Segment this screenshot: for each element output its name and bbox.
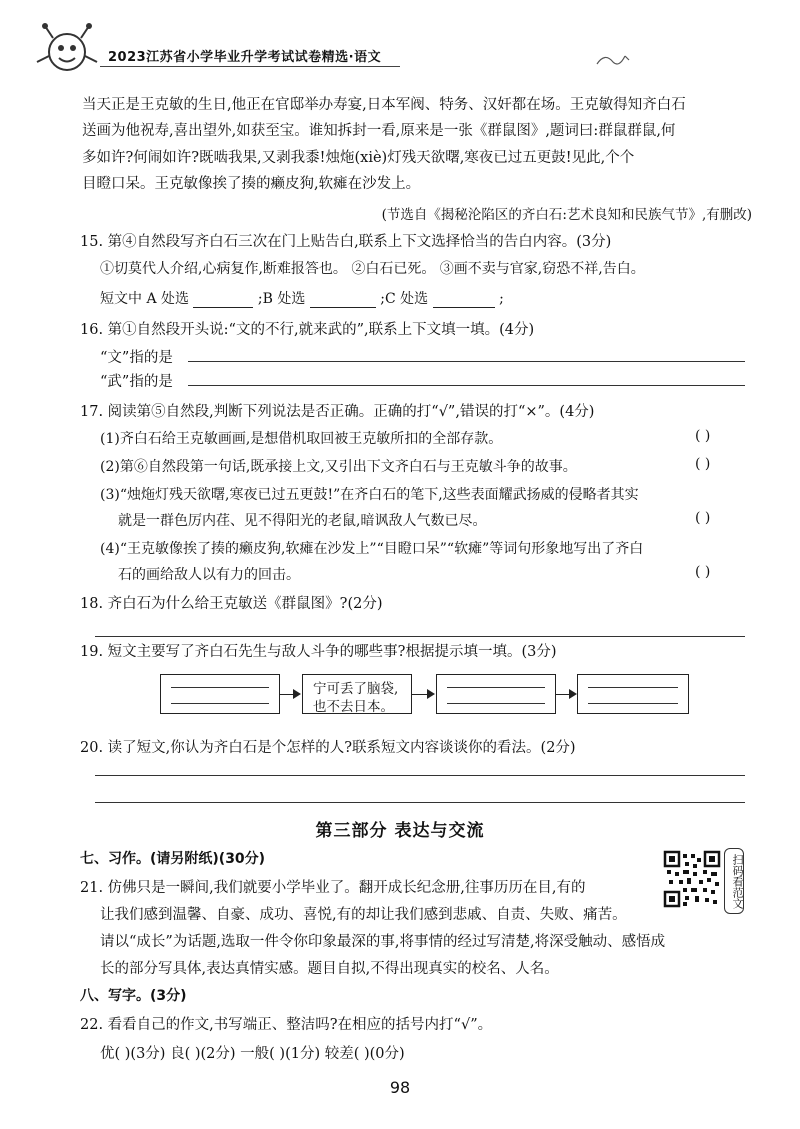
passage-line-1: 当天正是王克敏的生日,他正在官邸举办寿宴,日本军阀、特务、汉奸都在场。王克敏得知齐白石 — [82, 97, 686, 113]
question-17-item-4a: (4)“王克敏像挨了揍的癞皮狗,软瘫在沙发上”“目瞪口呆”“软瘫”等词句形象地写出了齐白 — [100, 541, 644, 557]
question-19: 19. 短文主要写了齐白石先生与敌人斗争的哪些事?根据提示填一填。(3分) — [80, 644, 557, 660]
passage-line-3: 多如许?何闹如许?既啮我果,又剥我黍!烛炧(xiè)灯残天欲曙,寒夜已过五更鼓!见此,个个 — [82, 150, 635, 166]
flow-arrow-2 — [411, 694, 433, 695]
writing-grade-options[interactable]: 优( )(3分) 良( )(2分) 一般( )(1分) 较差( )(0分) — [100, 1046, 405, 1062]
header-underline — [100, 66, 400, 67]
question-16-wen-answer-line[interactable] — [188, 361, 745, 362]
question-21-line-2: 让我们感到温馨、自豪、成功、喜悦,有的却让我们感到悲戚、自责、失败、痛苦。 — [100, 907, 627, 923]
passage-line-2: 送画为他祝寿,喜出望外,如获至宝。谁知拆封一看,原来是一张《群鼠图》,题词曰:群鼠群鼠,何 — [82, 123, 676, 139]
passage-line-4: 目瞪口呆。王克敏像挨了揍的癞皮狗,软瘫在沙发上。 — [82, 176, 421, 192]
question-21-line-4: 长的部分写具体,表达真情实感。题目自拟,不得出现真实的校名、人名。 — [100, 961, 559, 977]
question-17-item-1: (1)齐白石给王克敏画画,是想借机取回被王克敏所扣的全部存款。 — [100, 431, 503, 447]
question-17-paren-2[interactable]: ( ) — [695, 456, 711, 472]
question-20-answer-line-1[interactable] — [95, 775, 745, 776]
question-16-wu-label: “武”指的是 — [100, 374, 173, 390]
question-16-wen-label: “文”指的是 — [100, 350, 173, 366]
question-17-paren-3[interactable]: ( ) — [695, 510, 711, 526]
page-number: 98 — [389, 1078, 411, 1097]
question-17-paren-1[interactable]: ( ) — [695, 428, 711, 444]
flow-box-3-line-2 — [447, 703, 545, 704]
fill-b-label: ;B 处选 — [257, 291, 306, 307]
question-20: 20. 读了短文,你认为齐白石是个怎样的人?联系短文内容谈谈你的看法。(2分) — [80, 740, 576, 756]
flow-box-4[interactable] — [577, 674, 689, 714]
fill-c-blank[interactable] — [433, 293, 495, 308]
flow-box-2 — [302, 674, 412, 714]
fill-c-label: ;C 处选 — [380, 291, 429, 307]
flow-box-3-line-1 — [447, 687, 545, 688]
question-15: 15. 第④自然段写齐白石三次在门上贴告白,联系上下文选择恰当的告白内容。(3分) — [80, 234, 612, 250]
question-21-line-1: 21. 仿佛只是一瞬间,我们就要小学毕业了。翻开成长纪念册,往事历历在目,有的 — [80, 880, 586, 896]
fill-b-blank[interactable] — [310, 293, 376, 308]
question-17: 17. 阅读第⑤自然段,判断下列说法是否正确。正确的打“√”,错误的打“×”。(4分) — [80, 404, 595, 420]
question-20-answer-line-2[interactable] — [95, 802, 745, 803]
part-3-title: 第三部分 表达与交流 — [315, 821, 485, 841]
mascot-logo-icon — [35, 18, 105, 80]
qr-label: 扫码看范文 — [724, 848, 744, 914]
question-16: 16. 第①自然段开头说:“文的不行,就来武的”,联系上下文填一填。(4分) — [80, 322, 535, 338]
question-15-options: ①切莫代人介绍,心病复作,断难报答也。 ②白石已死。 ③画不卖与官家,窃恐不祥,告白。 — [100, 261, 645, 277]
question-18: 18. 齐白石为什么给王克敏送《群鼠图》?(2分) — [80, 596, 383, 612]
flow-box-2-text-1: 宁可丢了脑袋, — [313, 681, 399, 697]
question-17-item-3a: (3)“烛炧灯残天欲曙,寒夜已过五更鼓!”在齐白石的笔下,这些表面耀武扬威的侵略者其实 — [100, 487, 639, 503]
flow-box-4-line-2 — [588, 703, 678, 704]
flow-arrow-3 — [555, 694, 575, 695]
section-8-title: 八、写字。(3分) — [80, 988, 187, 1004]
flow-box-1-line-2 — [171, 703, 269, 704]
flow-box-3[interactable] — [436, 674, 556, 714]
fill-end: ; — [499, 291, 504, 307]
question-18-answer-line[interactable] — [95, 636, 745, 637]
fill-a-blank[interactable] — [193, 293, 253, 308]
flow-box-1[interactable] — [160, 674, 280, 714]
question-17-paren-4[interactable]: ( ) — [695, 564, 711, 580]
flow-box-4-line-1 — [588, 687, 678, 688]
question-21-line-3: 请以“成长”为话题,选取一件令你印象最深的事,将事情的经过写清楚,将深受触动、感悟成 — [100, 934, 666, 950]
fill-a-label: 短文中 A 处选 — [100, 291, 190, 307]
question-15-fill-row — [100, 288, 504, 308]
question-17-item-3b: 就是一群色厉内荏、见不得阳光的老鼠,暗讽敌人气数已尽。 — [118, 513, 487, 529]
question-16-wu-answer-line[interactable] — [188, 385, 745, 386]
question-17-item-2: (2)第⑥自然段第一句话,既承接上文,又引出下文齐白石与王克敏斗争的故事。 — [100, 459, 577, 475]
question-17-item-4b: 石的画给敌人以有力的回击。 — [118, 567, 300, 583]
flow-box-2-text-2: 也不去日本。 — [313, 699, 394, 715]
qr-code-icon[interactable] — [663, 850, 721, 908]
flow-arrow-1 — [279, 694, 299, 695]
section-7-title: 七、习作。(请另附纸)(30分) — [80, 851, 266, 867]
header-title: 2023江苏省小学毕业升学考试试卷精选·语文 — [108, 50, 382, 65]
question-22: 22. 看看自己的作文,书写端正、整洁吗?在相应的括号内打“√”。 — [80, 1017, 493, 1033]
passage-source: (节选自《揭秘沦陷区的齐白石:艺术良知和民族气节》,有删改) — [381, 207, 752, 223]
flow-box-1-line-1 — [171, 687, 269, 688]
decorative-flourish-icon — [595, 50, 635, 70]
